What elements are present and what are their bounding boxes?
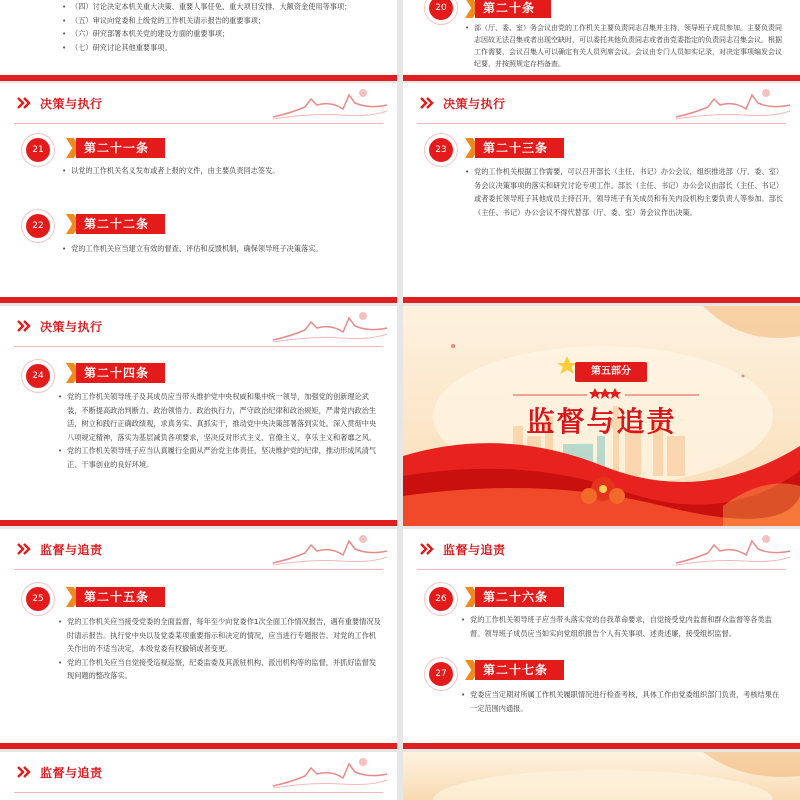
great-wall-icon	[271, 87, 389, 121]
double-chevron-icon	[419, 541, 435, 557]
slide-article-25	[0, 529, 397, 749]
slide-articles-21-22	[0, 83, 397, 303]
slide-header	[0, 83, 397, 123]
list-item: • （四）讨论决定本机关重大决策、重要人事任免、重大项目安排、大额资金使用等事项；	[62, 0, 382, 14]
article-title: 第二十五条	[76, 587, 165, 607]
article-text: • 部（厅、委、室）务会议由党的工作机关主要负责同志召集并主持，领导班子成员参加。主要负责同志因故无法召集或者出现空缺时，可以委托其他负责同志或者由党委指定的负责同志召集会议。根据工作需要，会议召集人可以确定有关人员列席会议。会议由专门人员如实记录，对决定事项编发会议纪要，并按照规定存档备查。	[465, 22, 783, 70]
great-wall-icon	[271, 756, 389, 790]
double-chevron-icon	[16, 95, 32, 111]
slide-header	[403, 83, 800, 123]
header-divider	[14, 569, 383, 570]
article-body	[461, 613, 785, 640]
article-title: 第二十条	[475, 0, 551, 18]
article-body	[62, 164, 382, 178]
great-wall-icon	[674, 533, 792, 567]
slide-bottom-bar	[403, 297, 800, 303]
great-wall-icon	[271, 310, 389, 344]
article-title: 第二十六条	[475, 587, 564, 607]
slide-article-24	[0, 306, 397, 526]
list-item: • （七）研究讨论其他重要事项。	[62, 41, 382, 55]
section-title: 决策与执行	[40, 97, 103, 111]
double-chevron-icon	[16, 318, 32, 334]
great-wall-icon	[674, 87, 792, 121]
section-title: 监督与追责	[40, 766, 103, 780]
article-body	[62, 242, 382, 256]
section-cover-slide	[403, 306, 800, 526]
continued-items-list	[62, 0, 382, 54]
article-text: • 党的工作机关根据工作需要，可以召开部长（主任、书记）办公会议，组织推进部（厅、委、室）务会议决策事项的落实和研究讨论专项工作。部长（主任、书记）办公会议由部长（主任、书记）或者委托领导班子其他成员主持召开，领导班子有关成员和有关内设机构主要负责人等参加。部长（主任、书记）办公会议不得代替部（厅、委、室）务会议作出决策。	[465, 165, 785, 219]
slide-bottom-bar	[0, 75, 397, 81]
slide-bottom-bar	[0, 520, 397, 526]
article-number-badge: 23	[429, 138, 453, 162]
article-number-badge: 21	[26, 138, 50, 162]
article-body	[465, 165, 785, 219]
slide-next-partial-cover	[403, 752, 800, 800]
article-number-badge: 20	[429, 0, 453, 20]
article-title: 第二十四条	[76, 363, 165, 383]
slide-next-partial	[0, 752, 397, 800]
slide-header	[0, 752, 397, 792]
slide-items-continued	[0, 0, 397, 81]
header-divider	[14, 792, 383, 793]
article-text: • 党的工作机关应当建立有效的督查、评估和反馈机制，确保领导班子决策落实。	[62, 242, 382, 256]
list-item: • 党的工作机关领导班子应当认真履行全面从严治党主体责任，坚决维护党的纪律，推动形成风清气正、干事创业的良好环境。	[58, 444, 382, 471]
header-divider	[417, 569, 786, 570]
header-divider	[14, 346, 383, 347]
list-item: • 党的工作机关领导班子及其成员应当带头维护党中央权威和集中统一领导，加强党的创新理论武装，不断提高政治判断力、政治领悟力、政治执行力，严守政治纪律和政治规矩，严肃党内政治生活，树立和践行正确政绩观，求真务实、真抓实干，推动党中央决策部署落到实处。深入贯彻中央八项规定精神，落实为基层减负各项要求，坚决反对形式主义、官僚主义、享乐主义和奢靡之风。	[58, 390, 382, 444]
article-title: 第二十二条	[76, 214, 165, 234]
slide-bottom-bar	[403, 743, 800, 749]
article-number-badge: 22	[26, 214, 50, 238]
article-text: • 以党的工作机关名义发布或者上报的文件，由主要负责同志签发。	[62, 164, 382, 178]
article-body	[465, 22, 783, 70]
article-number-badge: 25	[26, 587, 50, 611]
list-item: • （六）研究部署本机关党的建设方面的重要事项；	[62, 27, 382, 41]
slide-header	[0, 306, 397, 346]
section-title: 决策与执行	[443, 97, 506, 111]
article-number-badge: 24	[26, 364, 50, 388]
great-wall-icon	[271, 533, 389, 567]
article-number-badge: 27	[429, 662, 453, 686]
article-text: • 党的工作机关领导班子应当带头落实党的自我革命要求，自觉接受党内监督和群众监督等各类监督。领导班子成员应当如实向党组织报告个人有关事项、述责述廉，接受组织监督。	[461, 613, 785, 640]
slide-bottom-bar	[0, 743, 397, 749]
article-title: 第二十三条	[475, 138, 564, 158]
article-text: • 党委应当定期对所属工作机关履职情况进行检查考核，具体工作由党委组织部门负责，考核结果在一定范围内通报。	[461, 688, 785, 715]
slide-articles-26-27	[403, 529, 800, 749]
section-title: 监督与追责	[443, 543, 506, 557]
section-title: 决策与执行	[40, 320, 103, 334]
cover-title: 监督与追责	[526, 405, 677, 438]
list-item: • 党的工作机关应当自觉接受巡视巡察，纪委监委及其派驻机构、派出机构等的监督，并抓好监督发现问题的整改落实。	[58, 656, 382, 683]
slide-header	[0, 529, 397, 569]
article-body	[58, 615, 382, 683]
article-title: 第二十一条	[76, 138, 165, 158]
section-part-badge: 第五部分	[575, 362, 647, 382]
list-item: • 党的工作机关应当接受党委的全面监督，每年至少向党委作1次全面工作情况报告，遇有重要情况及时请示报告。执行党中央以及党委某项重要指示和决定的情况，应当进行专题报告。对党的工作机关作出的不适当决定，本级党委有权撤销或者变更。	[58, 615, 382, 656]
article-title: 第二十七条	[475, 660, 564, 680]
list-item: • （五）审议向党委和上级党的工作机关请示报告的重要事项；	[62, 14, 382, 28]
slide-bottom-bar	[403, 75, 800, 81]
cover-background-art	[403, 752, 800, 800]
header-divider	[417, 123, 786, 124]
slide-article-20	[403, 0, 800, 81]
header-divider	[14, 123, 383, 124]
article-body	[461, 688, 785, 715]
article-number-badge: 26	[429, 587, 453, 611]
double-chevron-icon	[16, 764, 32, 780]
section-title: 监督与追责	[40, 543, 103, 557]
article-body	[58, 390, 382, 471]
slide-bottom-bar	[0, 297, 397, 303]
slide-article-23	[403, 83, 800, 303]
double-chevron-icon	[16, 541, 32, 557]
slide-header	[403, 529, 800, 569]
double-chevron-icon	[419, 95, 435, 111]
